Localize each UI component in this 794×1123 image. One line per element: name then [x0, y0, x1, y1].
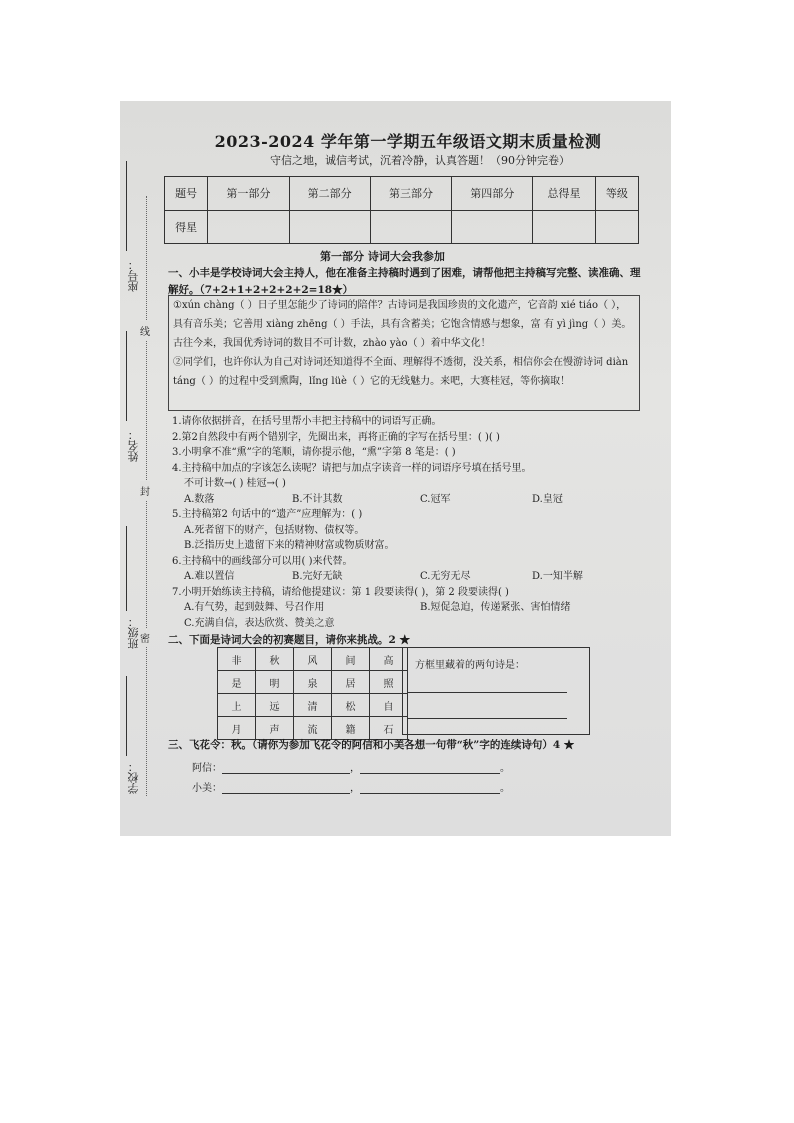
score-header-cell: 等级: [595, 177, 638, 211]
xiaomei-answer-line-1[interactable]: [222, 793, 350, 794]
score-table: [164, 176, 639, 244]
subquestion: 4.主持稿中加点的字该怎么读呢？请把与加点字读音一样的词语序号填在括号里。: [172, 462, 532, 474]
subquestion: 1.请你依据拼音，在括号里帮小丰把主持稿中的词语写正确。: [172, 416, 442, 427]
grid-char[interactable]: 照: [370, 671, 408, 694]
grid-char[interactable]: 月: [218, 717, 256, 740]
xiaomei-answer-line-2[interactable]: [360, 793, 500, 794]
option: C.冠军: [420, 493, 451, 505]
poem-character-grid: [217, 647, 408, 740]
option-row: [172, 569, 648, 585]
passage-paragraph-1: ①xún chàng（ ）日子里怎能少了诗词的陪伴？古诗词是我国珍贵的文化遗产，它音韵 xié tiáo（ ），具有音乐美；它善用 xiàng zhēng（ ）手法，具有含蓄美；它饱含情感与想象，富 有 yì jìng（ ）美。古往今来，我国优秀诗词的数目不可计数，zhào yào（ ）着中华文化！: [173, 300, 632, 349]
axin-answer-line-2[interactable]: [360, 773, 500, 774]
grid-char[interactable]: 是: [218, 671, 256, 694]
grid-char[interactable]: 泉: [294, 671, 332, 694]
option: D.一知半解: [532, 571, 583, 582]
exam-subtitle: 守信之地，诚信考试，沉着冷静，认真答题！（90分钟完卷）: [270, 154, 570, 167]
grid-char[interactable]: 明: [256, 671, 294, 694]
grid-char[interactable]: 风: [294, 648, 332, 671]
exam-photo: [120, 101, 671, 836]
school-label: 学校：: [127, 761, 140, 794]
grid-char[interactable]: 声: [256, 717, 294, 740]
exam-title: 2023-2024 学年第一学期五年级语文期末质量检测: [214, 132, 602, 151]
option: C.充满自信，表达欣赏、赞美之意: [184, 617, 335, 629]
name-label: 姓名：: [127, 429, 140, 462]
score-input-cell[interactable]: [370, 210, 451, 244]
axin-answer-row: 阿信： ， 。: [192, 763, 510, 774]
option: B.泛指历史上遗留下来的精神财富或物质财富。: [184, 540, 395, 551]
seal-mark-xian: 线: [140, 321, 150, 340]
option: A.死者留下的财产，包括财物、债权等。: [184, 524, 365, 536]
seat-number-field[interactable]: [126, 161, 127, 251]
exam-paper: [120, 101, 671, 836]
grid-char[interactable]: 间: [332, 648, 370, 671]
option: A.数落: [184, 493, 215, 505]
option: A.难以置信: [184, 571, 235, 582]
grid-char[interactable]: 清: [294, 694, 332, 717]
grid-char[interactable]: 上: [218, 694, 256, 717]
grid-char[interactable]: 石: [370, 717, 408, 740]
score-header-cell: 第二部分: [289, 177, 370, 211]
option-row: [172, 492, 648, 508]
answer-line-2[interactable]: [407, 718, 567, 719]
option: B.不计其数: [292, 493, 343, 505]
grid-char[interactable]: 自: [370, 694, 408, 717]
grid-char[interactable]: 秋: [256, 648, 294, 671]
option-row: [172, 600, 648, 616]
axin-answer-line-1[interactable]: [222, 773, 350, 774]
subquestion: 5.主持稿第2 句话中的“遗产”应理解为：( ): [172, 509, 363, 520]
score-input-cell[interactable]: [452, 210, 533, 244]
question-2-prompt: 二、下面是诗词大会的初赛题目，请你来挑战。2 ★: [168, 634, 410, 646]
subquestion: 3.小明拿不准“熏”字的笔顺，请你提示他，“熏”字第 8 笔是：( ): [172, 447, 456, 458]
subquestion-blanks: 不可计数→( ) 桂冠→( ): [184, 478, 286, 489]
option: D.皇冠: [532, 493, 563, 505]
axin-label: 阿信：: [192, 763, 222, 774]
score-row-label: 得星: [165, 210, 208, 244]
score-header-cell: 第一部分: [208, 177, 289, 211]
score-header-cell: 第四部分: [452, 177, 533, 211]
score-header-cell: 总得星: [533, 177, 595, 211]
score-input-cell[interactable]: [208, 210, 289, 244]
seat-number-label: 座号：: [127, 259, 140, 292]
grid-char[interactable]: 松: [332, 694, 370, 717]
option: B.短促急迫，传递紧张、害怕情绪: [420, 602, 571, 613]
question-1-prompt: 一、小丰是学校诗词大会主持人，他在准备主持稿时遇到了困难，请帮他把主持稿写完整、读准确、理解好。（7+2+1+2+2+2+2=18★）: [168, 267, 641, 296]
score-input-cell[interactable]: [289, 210, 370, 244]
class-field[interactable]: [126, 526, 127, 611]
class-label: 班级：: [127, 616, 140, 649]
question-3-prompt: 三、飞花令：秋。（请你为参加飞花令的阿信和小美各想一句带“秋”字的连续诗句）4 ★: [168, 739, 575, 751]
seal-mark-feng: 封: [140, 481, 150, 500]
grid-char[interactable]: 远: [256, 694, 294, 717]
passage-paragraph-2: ②同学们，也许你认为自己对诗词还知道得不全面、理解得不透彻，没关系，相信你会在慢游诗词 diàn táng（ ）的过程中受到熏陶，lǐng lüè（ ）它的无线魅力。来吧，大赛桂冠，等你摘取！: [173, 357, 629, 387]
part1-title: 第一部分 诗词大会我参加: [320, 250, 445, 263]
school-field[interactable]: [126, 676, 127, 756]
binding-margin: [120, 141, 160, 831]
score-input-cell[interactable]: [595, 210, 638, 244]
grid-char[interactable]: 居: [332, 671, 370, 694]
score-header-cell: 题号: [165, 177, 208, 211]
subquestion: 7.小明开始练读主持稿，请给他提建议：第 1 段要读得( )，第 2 段要读得( ): [172, 586, 509, 598]
subquestion: 6.主持稿中的画线部分可以用( )来代替。: [172, 555, 353, 567]
grid-char[interactable]: 高: [370, 648, 408, 671]
answer-line-1[interactable]: [407, 692, 567, 693]
option: B.完好无缺: [292, 571, 343, 582]
hidden-poem-answer-box: [402, 647, 590, 735]
answer-box-label: 方框里藏着的两句诗是：: [415, 660, 525, 671]
name-field[interactable]: [126, 331, 127, 421]
host-script-passage: [168, 295, 640, 411]
question-1-subquestions: [172, 414, 648, 631]
grid-char[interactable]: 籍: [332, 717, 370, 740]
option: A.有气势，起到鼓舞、号召作用: [184, 602, 325, 613]
score-header-cell: 第三部分: [370, 177, 451, 211]
option: C.无穷无尽: [420, 571, 471, 582]
grid-char[interactable]: 非: [218, 648, 256, 671]
grid-char[interactable]: 流: [294, 717, 332, 740]
seal-mark-mi: 密: [140, 628, 150, 647]
xiaomei-label: 小美：: [192, 783, 222, 794]
xiaomei-answer-row: 小美： ， 。: [192, 783, 510, 794]
subquestion: 2.第2自然段中有两个错别字，先圈出来，再将正确的字写在括号里：( )( ): [172, 431, 500, 443]
score-input-cell[interactable]: [533, 210, 595, 244]
